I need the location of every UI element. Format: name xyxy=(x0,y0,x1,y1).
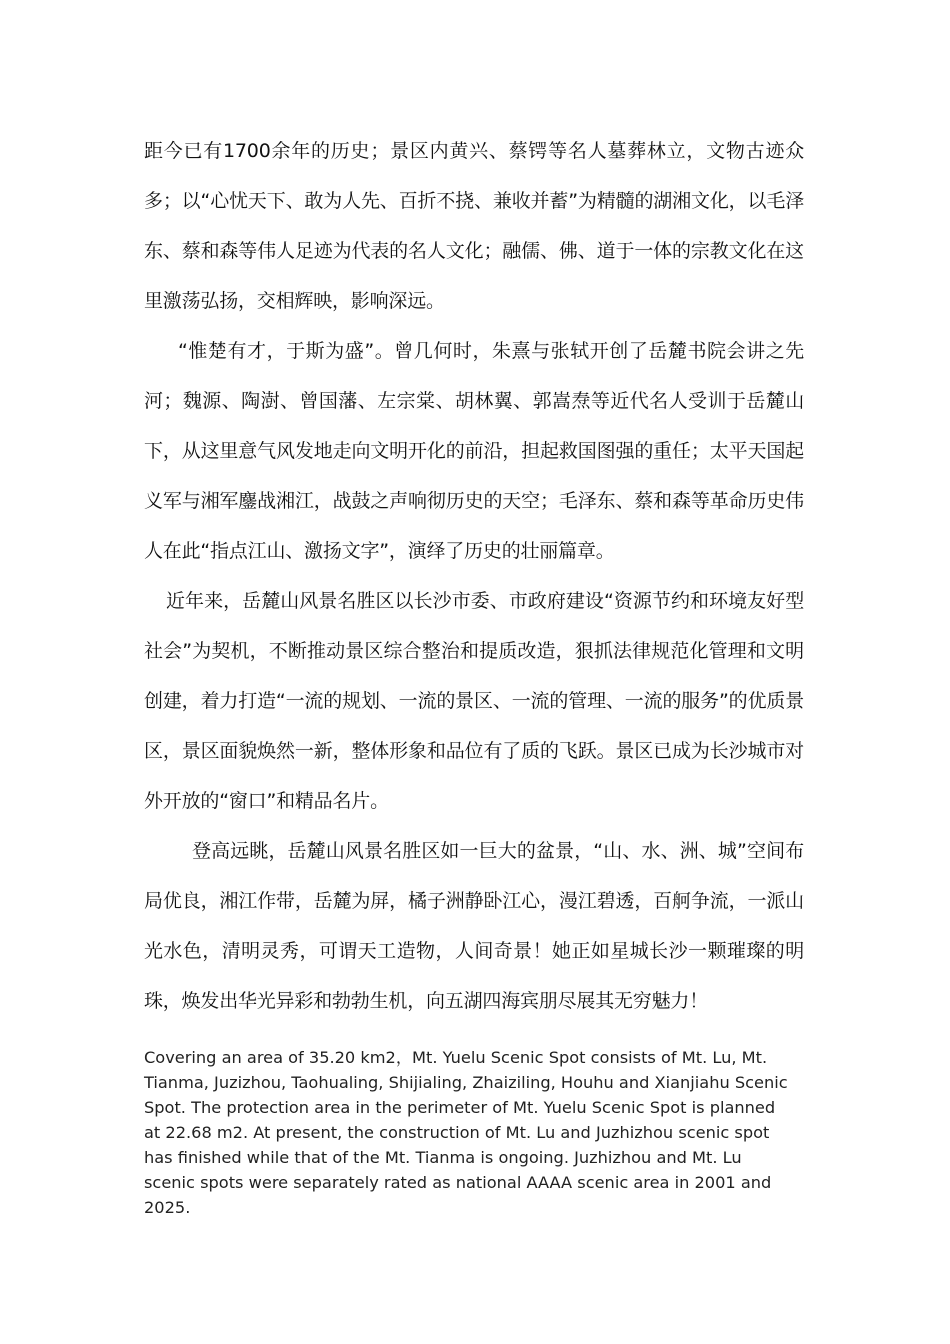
english-paragraph: Covering an area of 35.20 km2，Mt. Yuelu Scenic Spot consists of Mt. Lu, Mt. Tianma, Juzizhou, Taohualing, Shijialing, Zhaiziling, Houhu and Xianjiahu Scenic Spot. The protection area in the perimeter of Mt. Yuelu Scenic Spot is planned at 22.68 m2. At present, the construction of Mt. Lu and Juzhizhou scenic spot has finished while that of the Mt. Tianma is ongoing. Juzhizhou and Mt. Lu scenic spots were separately rated as national AAAA scenic area in 2001 and 2025. xyxy=(144,1048,788,1217)
english-text-block xyxy=(144,1045,794,1220)
chinese-text-block xyxy=(144,126,804,1026)
chinese-paragraph-history: 距今已有1700余年的历史；景区内黄兴、蔡锷等名人墓葬林立，文物古迹众多；以“心忧天下、敢为人先、百折不挠、兼收并蓄”为精髓的湖湘文化，以毛泽东、蔡和森等伟人足迹为代表的名人文化；融儒、佛、道于一体的宗教文化在这里激荡弘扬，交相辉映，影响深远。 xyxy=(144,140,804,312)
chinese-paragraph-talent: “惟楚有才，于斯为盛”。曾几何时，朱熹与张轼开创了岳麓书院会讲之先河；魏源、陶澍、曾国藩、左宗棠、胡林翼、郭嵩焘等近代名人受训于岳麓山下，从这里意气风发地走向文明开化的前沿，担起救国图强的重任；太平天国起义军与湘军鏖战湘江，战鼓之声响彻历史的天空；毛泽东、蔡和森等革命历史伟人在此“指点江山、激扬文字”，演绎了历史的壮丽篇章。 xyxy=(144,340,804,562)
chinese-paragraph-recent-years: 近年来，岳麓山风景名胜区以长沙市委、市政府建设“资源节约和环境友好型社会”为契机，不断推动景区综合整治和提质改造，狠抓法律规范化管理和文明创建，着力打造“一流的规划、一流的景区、一流的管理、一流的服务”的优质景区，景区面貌焕然一新，整体形象和品位有了质的飞跃。景区已成为长沙城市对外开放的“窗口”和精品名片。 xyxy=(144,590,804,812)
chinese-paragraph-scenery: 登高远眺，岳麓山风景名胜区如一巨大的盆景，“山、水、洲、城”空间布局优良，湘江作带，岳麓为屏，橘子洲静卧江心，漫江碧透，百舸争流，一派山光水色，清明灵秀，可谓天工造物，人间奇景！她正如星城长沙一颗璀璨的明珠，焕发出华光异彩和勃勃生机，向五湖四海宾朋尽展其无穷魅力！ xyxy=(144,840,804,1012)
